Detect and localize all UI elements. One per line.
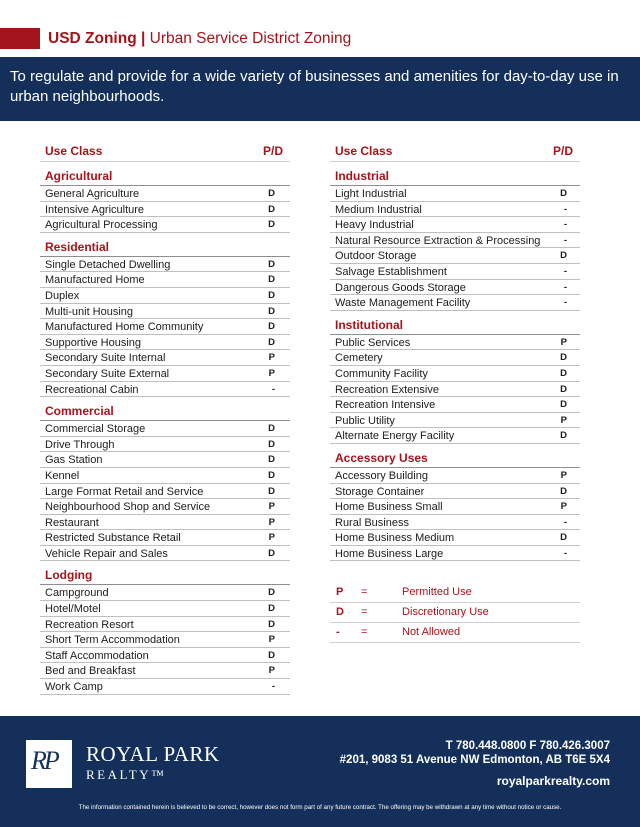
use-class-name: Large Format Retail and Service bbox=[45, 485, 204, 498]
use-class-name: Staff Accommodation bbox=[45, 649, 149, 662]
table-row bbox=[40, 601, 290, 617]
table-header bbox=[40, 142, 290, 162]
permission-code: - bbox=[563, 297, 567, 309]
use-class-name: Medium Industrial bbox=[335, 203, 422, 216]
pd-heading: P/D bbox=[262, 144, 283, 158]
permission-code: D bbox=[268, 587, 275, 599]
use-class-name: General Agriculture bbox=[45, 188, 140, 200]
permission-code: P bbox=[268, 665, 275, 677]
use-class-name: Public Utility bbox=[335, 414, 395, 427]
permission-code: - bbox=[271, 383, 275, 395]
legend-symbol: - bbox=[336, 626, 340, 638]
use-class-name: Natural Resource Extraction & Processing bbox=[335, 234, 541, 247]
section-title: Industrial bbox=[330, 162, 580, 186]
website-link[interactable]: royalparkrealty.com bbox=[496, 774, 610, 788]
use-class-name: Work Camp bbox=[45, 681, 103, 694]
use-class-name: Home Business Medium bbox=[335, 532, 455, 545]
table-row bbox=[40, 617, 290, 633]
table-row bbox=[40, 585, 290, 601]
use-class-name: Restricted Substance Retail bbox=[45, 532, 181, 545]
permission-code: P bbox=[560, 336, 567, 348]
use-class-name: Community Facility bbox=[335, 367, 428, 380]
permission-code: D bbox=[268, 321, 275, 333]
pd-heading: P/D bbox=[552, 144, 573, 158]
permission-code: - bbox=[563, 281, 567, 293]
use-class-name: Manufactured Home bbox=[45, 274, 145, 287]
permission-code: D bbox=[560, 399, 567, 411]
permission-code: D bbox=[268, 188, 275, 199]
page-header bbox=[0, 28, 640, 52]
table-row bbox=[40, 632, 290, 648]
title-separator: | bbox=[141, 30, 146, 47]
table-row bbox=[40, 648, 290, 664]
permission-code: - bbox=[271, 681, 275, 693]
permission-code: D bbox=[268, 454, 275, 466]
table-row bbox=[330, 186, 580, 202]
table-row bbox=[40, 499, 290, 515]
use-class-name: Vehicle Repair and Sales bbox=[45, 547, 168, 560]
table-row bbox=[330, 217, 580, 233]
permission-code: P bbox=[268, 516, 275, 528]
use-class-name: Outdoor Storage bbox=[335, 250, 417, 263]
legend-row bbox=[330, 623, 580, 643]
use-class-name: Storage Container bbox=[335, 485, 425, 498]
legend-row bbox=[330, 583, 580, 603]
permission-code: - bbox=[563, 234, 567, 246]
table-row bbox=[330, 546, 580, 562]
use-class-name: Neighbourhood Shop and Service bbox=[45, 501, 211, 514]
permission-code: P bbox=[560, 414, 567, 426]
use-class-name: Manufactured Home Community bbox=[45, 321, 204, 334]
permission-code: P bbox=[268, 532, 275, 544]
table-row bbox=[40, 272, 290, 288]
use-class-name: Bed and Breakfast bbox=[45, 665, 136, 678]
page-title bbox=[48, 30, 351, 48]
permission-code: - bbox=[563, 547, 567, 559]
use-class-name: Intensive Agriculture bbox=[45, 203, 145, 216]
use-class-name: Dangerous Goods Storage bbox=[335, 281, 466, 294]
section-title: Commercial bbox=[40, 397, 290, 421]
table-row bbox=[330, 280, 580, 296]
table-row bbox=[40, 257, 290, 273]
permission-code: D bbox=[268, 274, 275, 286]
table-row bbox=[330, 484, 580, 500]
table-row bbox=[40, 382, 290, 398]
permission-code: D bbox=[268, 469, 275, 481]
permission-code: D bbox=[268, 485, 275, 497]
permission-code: D bbox=[268, 423, 275, 435]
office-address: #201, 9083 51 Avenue NW Edmonton, AB T6E 5X4 bbox=[339, 754, 610, 766]
use-class-name: Kennel bbox=[45, 469, 80, 482]
use-class-name: Public Services bbox=[335, 336, 411, 349]
permission-code: D bbox=[560, 485, 567, 497]
table-row bbox=[330, 382, 580, 398]
table-row bbox=[40, 202, 290, 218]
use-class-name: Drive Through bbox=[45, 438, 115, 451]
section-title: Accessory Uses bbox=[330, 444, 580, 468]
use-class-name: Alternate Energy Facility bbox=[335, 430, 455, 443]
table-row bbox=[40, 530, 290, 546]
company-logo bbox=[26, 740, 72, 788]
legend-row bbox=[330, 603, 580, 623]
permission-code: D bbox=[268, 305, 275, 317]
use-class-name: Duplex bbox=[45, 289, 80, 302]
table-row bbox=[330, 468, 580, 484]
use-class-name: Multi-unit Housing bbox=[45, 305, 134, 318]
table-row bbox=[40, 663, 290, 679]
table-row bbox=[330, 499, 580, 515]
table-row bbox=[330, 264, 580, 280]
table-row bbox=[40, 484, 290, 500]
table-header bbox=[330, 142, 580, 162]
table-row bbox=[40, 421, 290, 437]
table-row bbox=[40, 335, 290, 351]
permission-code: D bbox=[268, 336, 275, 348]
permission-code: D bbox=[268, 258, 275, 270]
table-row bbox=[40, 319, 290, 335]
table-row bbox=[330, 350, 580, 366]
use-class-name: Light Industrial bbox=[335, 188, 407, 200]
use-class-name: Recreation Intensive bbox=[335, 399, 436, 412]
use-class-name: Gas Station bbox=[45, 454, 103, 467]
permission-code: D bbox=[268, 219, 275, 231]
legend bbox=[330, 583, 580, 643]
left-use-table bbox=[40, 142, 290, 695]
disclaimer: The information contained herein is believed to be correct, however does not form part of any future contract. The offering may be withdrawn at any time without notice or cause. bbox=[78, 804, 562, 811]
table-row bbox=[330, 530, 580, 546]
use-class-heading: Use Class bbox=[45, 144, 103, 158]
permission-code: D bbox=[268, 618, 275, 630]
use-class-name: Secondary Suite Internal bbox=[45, 352, 166, 365]
use-class-name: Heavy Industrial bbox=[335, 219, 414, 232]
permission-code: P bbox=[268, 367, 275, 379]
title-zone-name: Urban Service District Zoning bbox=[149, 30, 352, 47]
permission-code: P bbox=[268, 352, 275, 364]
use-class-name: Restaurant bbox=[45, 516, 99, 529]
table-row bbox=[40, 366, 290, 382]
legend-label: Discretionary Use bbox=[402, 606, 489, 618]
use-class-name: Campground bbox=[45, 587, 109, 600]
permission-code: - bbox=[563, 203, 567, 215]
use-class-name: Secondary Suite External bbox=[45, 367, 170, 380]
permission-code: D bbox=[560, 250, 567, 262]
table-row bbox=[330, 248, 580, 264]
table-row bbox=[330, 413, 580, 429]
legend-equals: = bbox=[361, 586, 368, 598]
permission-code: D bbox=[268, 603, 275, 615]
permission-code: D bbox=[560, 352, 567, 364]
use-class-name: Home Business Large bbox=[335, 547, 444, 560]
use-class-heading: Use Class bbox=[335, 144, 393, 158]
legend-equals: = bbox=[361, 626, 368, 638]
table-row bbox=[330, 428, 580, 444]
section-title: Lodging bbox=[40, 561, 290, 585]
legend-label: Not Allowed bbox=[402, 626, 461, 638]
legend-symbol: P bbox=[336, 586, 344, 598]
use-class-name: Home Business Small bbox=[335, 501, 443, 514]
table-row bbox=[40, 452, 290, 468]
use-class-name: Commercial Storage bbox=[45, 423, 146, 436]
permission-code: D bbox=[560, 532, 567, 544]
header-accent-bar bbox=[0, 28, 40, 49]
use-class-name: Accessory Building bbox=[335, 469, 428, 482]
permission-code: P bbox=[268, 634, 275, 646]
table-row bbox=[330, 233, 580, 249]
use-class-name: Recreation Extensive bbox=[335, 383, 439, 396]
use-class-name: Hotel/Motel bbox=[45, 603, 101, 616]
legend-symbol: D bbox=[336, 606, 344, 618]
permission-code: D bbox=[268, 203, 275, 215]
permission-code: P bbox=[560, 469, 567, 481]
use-class-name: Recreational Cabin bbox=[45, 383, 139, 396]
table-row bbox=[40, 468, 290, 484]
use-class-name: Cemetery bbox=[335, 352, 383, 365]
right-use-table bbox=[330, 142, 580, 561]
use-class-name: Rural Business bbox=[335, 516, 409, 529]
title-zone-code: USD Zoning bbox=[48, 30, 137, 47]
permission-code: P bbox=[560, 501, 567, 513]
table-row bbox=[40, 515, 290, 531]
permission-code: D bbox=[268, 547, 275, 559]
purpose-banner bbox=[0, 57, 640, 121]
table-row bbox=[40, 304, 290, 320]
table-row bbox=[40, 186, 290, 202]
permission-code: D bbox=[268, 289, 275, 301]
permission-code: D bbox=[560, 188, 567, 199]
use-class-name: Agricultural Processing bbox=[45, 219, 158, 232]
phone-numbers: T 780.448.0800 F 780.426.3007 bbox=[445, 740, 610, 752]
brand-name: ROYAL PARK bbox=[86, 742, 220, 766]
permission-code: - bbox=[563, 265, 567, 277]
table-row bbox=[330, 335, 580, 351]
permission-code: D bbox=[268, 438, 275, 450]
permission-code: P bbox=[268, 501, 275, 513]
section-title: Institutional bbox=[330, 311, 580, 335]
use-class-name: Recreation Resort bbox=[45, 618, 134, 631]
legend-label: Permitted Use bbox=[402, 586, 472, 598]
section-title: Agricultural bbox=[40, 162, 290, 186]
footer bbox=[0, 716, 640, 827]
table-row bbox=[40, 288, 290, 304]
use-class-name: Single Detached Dwelling bbox=[45, 258, 171, 271]
section-title: Residential bbox=[40, 233, 290, 257]
legend-equals: = bbox=[361, 606, 368, 618]
table-row bbox=[40, 437, 290, 453]
logo-monogram: RP bbox=[31, 746, 57, 775]
table-row bbox=[330, 295, 580, 311]
table-row bbox=[330, 202, 580, 218]
table-row bbox=[40, 546, 290, 562]
permission-code: - bbox=[563, 516, 567, 528]
use-class-name: Waste Management Facility bbox=[335, 297, 471, 310]
permission-code: D bbox=[560, 367, 567, 379]
table-row bbox=[40, 350, 290, 366]
table-row bbox=[330, 366, 580, 382]
brand-subname: REALTY™ bbox=[86, 767, 167, 782]
permission-code: D bbox=[560, 430, 567, 442]
table-row bbox=[40, 217, 290, 233]
table-row bbox=[40, 679, 290, 695]
use-class-name: Salvage Establishment bbox=[335, 265, 447, 278]
use-class-name: Supportive Housing bbox=[45, 336, 142, 349]
use-class-name: Short Term Accommodation bbox=[45, 634, 180, 647]
permission-code: D bbox=[560, 383, 567, 395]
permission-code: D bbox=[268, 649, 275, 661]
table-row bbox=[330, 397, 580, 413]
table-row bbox=[330, 515, 580, 531]
permission-code: - bbox=[563, 219, 567, 231]
purpose-text: To regulate and provide for a wide variety of businesses and amenities for day-to-day use in urban neighbourhoods. bbox=[10, 68, 619, 105]
